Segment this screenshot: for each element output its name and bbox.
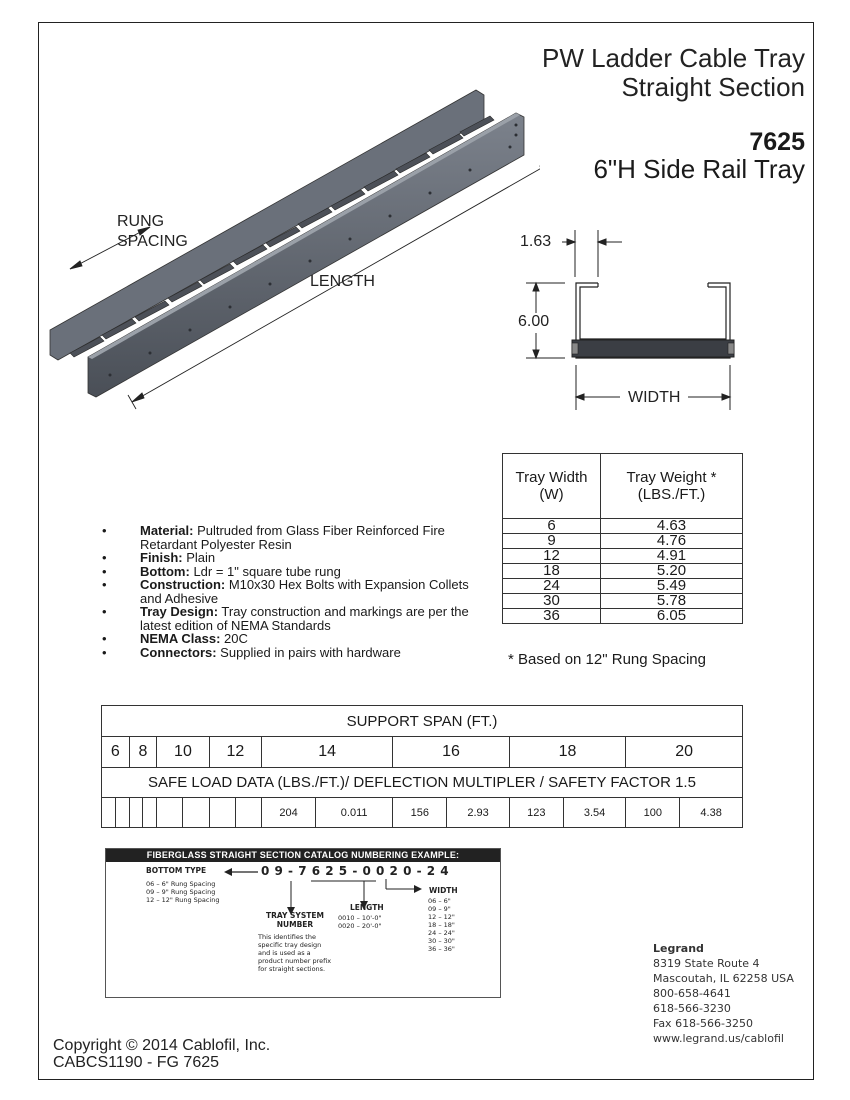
- part-number: 7625: [749, 128, 805, 156]
- spec-text: Pultruded from Glass Fiber Reinforced Fire Retardant Polyester Resin: [140, 523, 445, 552]
- span-cell: 8: [129, 737, 157, 768]
- widths: [428, 897, 455, 953]
- catalog-banner: FIBERGLASS STRAIGHT SECTION CATALOG NUMBERING EXAMPLE:: [106, 849, 500, 862]
- width-cell: 12: [503, 549, 601, 564]
- footer: [53, 1037, 270, 1071]
- company-name: Legrand: [653, 942, 704, 955]
- page-title: [542, 44, 805, 102]
- company-address: [653, 941, 794, 1046]
- spec-text: 20C: [220, 631, 248, 646]
- bottom-type-item: 06 – 6" Rung Spacing: [146, 880, 216, 888]
- span-cell: 20: [626, 737, 743, 768]
- span-cell: 10: [157, 737, 209, 768]
- list-item: [102, 524, 482, 551]
- tray-system-head-line-2: NUMBER: [276, 920, 314, 929]
- length-item: 0020 – 20'-0": [338, 922, 382, 930]
- arrow-left-icon: [224, 867, 258, 877]
- title-line-2: Straight Section: [621, 72, 805, 102]
- length-label: LENGTH: [310, 273, 375, 290]
- width-cell: 36: [503, 609, 601, 624]
- front-rail: [88, 113, 524, 397]
- load-values-row: [102, 798, 743, 828]
- flange-dimension: 1.63: [520, 233, 552, 250]
- width-header-line-1: Tray Width: [515, 469, 588, 486]
- table-row: [503, 579, 743, 594]
- width-item: 24 – 24": [428, 929, 455, 937]
- load-cell: [157, 798, 183, 828]
- width-item: 30 – 30": [428, 937, 455, 945]
- width-cell: 30: [503, 594, 601, 609]
- list-item: [102, 551, 482, 565]
- spec-label: Tray Design:: [140, 604, 219, 619]
- spec-text: Tray construction and markings are per the latest edition of NEMA Standards: [140, 604, 469, 633]
- width-item: 18 – 18": [428, 921, 455, 929]
- list-item: [102, 646, 482, 660]
- spec-label: Construction:: [140, 577, 226, 592]
- width-item: 36 – 36": [428, 945, 455, 953]
- span-row: [102, 737, 743, 768]
- rung-section: [572, 340, 734, 357]
- load-cell: [143, 798, 157, 828]
- load-cell: [183, 798, 209, 828]
- bottom-type-head: BOTTOM TYPE: [146, 866, 207, 875]
- span-cell: 12: [209, 737, 261, 768]
- width-column-header: [503, 454, 601, 519]
- bottom-types: [146, 880, 220, 904]
- load-cell: 123: [509, 798, 563, 828]
- desc-line: specific tray design: [258, 941, 322, 949]
- rung-label-line-2: SPACING: [117, 233, 188, 250]
- width-cell: 6: [503, 519, 601, 534]
- desc-line: product number prefix: [258, 957, 332, 965]
- width-label: WIDTH: [628, 389, 681, 406]
- phone: 618-566-3230: [653, 1002, 731, 1015]
- width-header-line-2: (W): [539, 486, 564, 503]
- height-dimension: 6.00: [518, 313, 550, 330]
- width-item: 09 – 9": [428, 905, 451, 913]
- weight-cell: 5.20: [601, 564, 743, 579]
- spec-text: Plain: [182, 550, 216, 565]
- length-head: LENGTH: [350, 903, 384, 912]
- spec-text: Ldr = 1" square tube rung: [189, 563, 341, 579]
- list-item: [102, 605, 482, 632]
- spec-label: NEMA Class:: [140, 631, 221, 646]
- spec-list: [102, 524, 482, 659]
- load-cell: 156: [393, 798, 447, 828]
- table-row: [503, 564, 743, 579]
- weight-note: * Based on 12" Rung Spacing: [508, 651, 706, 668]
- load-cell: [115, 798, 129, 828]
- table-row: [503, 534, 743, 549]
- weight-cell: 4.91: [601, 549, 743, 564]
- table-row: [503, 549, 743, 564]
- weight-cell: 4.63: [601, 519, 743, 534]
- desc-line: This identifies the: [258, 933, 316, 941]
- copyright: Copyright © 2014 Cablofil, Inc.: [53, 1037, 271, 1054]
- bottom-type-item: 09 – 9" Rung Spacing: [146, 888, 216, 896]
- weight-table: [502, 453, 743, 624]
- load-table: [101, 705, 743, 828]
- load-cell: [209, 798, 235, 828]
- lengths: [338, 914, 381, 930]
- desc-line: for straight sections.: [258, 965, 326, 973]
- ladder-tray-drawing: [40, 85, 540, 415]
- rung-spacing-label: [117, 212, 188, 252]
- load-cell: 4.38: [680, 798, 743, 828]
- width-item: 12 – 12": [428, 913, 455, 921]
- phone: 800-658-4641: [653, 987, 731, 1000]
- table-row: [503, 609, 743, 624]
- weight-cell: 5.49: [601, 579, 743, 594]
- span-cell: 14: [262, 737, 393, 768]
- catalog-numbering-box: [105, 848, 501, 998]
- width-cell: 18: [503, 564, 601, 579]
- tray-system-head-line-1: TRAY SYSTEM: [266, 911, 324, 920]
- length-item: 0010 – 10'-0": [338, 914, 382, 922]
- spec-label: Finish:: [140, 550, 183, 565]
- load-cell: 0.011: [316, 798, 393, 828]
- tray-system-desc: [258, 933, 331, 973]
- weight-header-line-2: (LBS./FT.): [637, 486, 706, 503]
- load-cell: 2.93: [447, 798, 510, 828]
- rung-label-line-1: RUNG: [117, 213, 165, 230]
- weight-cell: 4.76: [601, 534, 743, 549]
- desc-line: and is used as a: [258, 949, 311, 957]
- address-line: Mascoutah, IL 62258 USA: [653, 972, 794, 985]
- table-row: [503, 519, 743, 534]
- width-head: WIDTH: [429, 886, 458, 895]
- website: www.legrand.us/cablofil: [653, 1032, 784, 1045]
- span-header: SUPPORT SPAN (FT.): [102, 706, 743, 737]
- spec-text: Supplied in pairs with hardware: [216, 644, 401, 660]
- weight-table-header: [503, 454, 743, 519]
- span-cell: 18: [509, 737, 626, 768]
- width-item: 06 – 6": [428, 897, 451, 905]
- spec-label: Material:: [140, 523, 194, 538]
- bottom-type-item: 12 – 12" Rung Spacing: [146, 896, 220, 904]
- back-rail: [50, 90, 484, 360]
- load-cell: 100: [626, 798, 680, 828]
- weight-header-line-1: Tray Weight *: [626, 469, 717, 486]
- weight-cell: 6.05: [601, 609, 743, 624]
- example-number: 0 9 - 7 6 2 5 - 0 0 2 0 - 2 4: [261, 864, 450, 878]
- width-cell: 9: [503, 534, 601, 549]
- load-cell: 3.54: [563, 798, 626, 828]
- load-cell: [235, 798, 261, 828]
- span-cell: 6: [102, 737, 130, 768]
- spec-label: Bottom:: [140, 563, 190, 579]
- subtitle: 6"H Side Rail Tray: [593, 154, 805, 184]
- span-cell: 16: [393, 737, 510, 768]
- load-header: SAFE LOAD DATA (LBS./FT.)/ DEFLECTION MULTIPLER / SAFETY FACTOR 1.5: [102, 768, 743, 798]
- weight-cell: 5.78: [601, 594, 743, 609]
- list-item: [102, 565, 482, 579]
- doc-code: CABCS1190 - FG 7625: [53, 1054, 220, 1071]
- list-item: [102, 632, 482, 646]
- weight-column-header: [601, 454, 743, 519]
- load-cell: 204: [262, 798, 316, 828]
- fax: Fax 618-566-3250: [653, 1017, 753, 1030]
- table-row: [503, 594, 743, 609]
- spec-label: Connectors:: [140, 644, 217, 660]
- load-cell: [129, 798, 143, 828]
- tray-system-head: [266, 911, 324, 929]
- spec-text: M10x30 Hex Bolts with Expansion Collets and Adhesive: [140, 577, 469, 606]
- list-item: [102, 578, 482, 605]
- width-cell: 24: [503, 579, 601, 594]
- load-cell: [102, 798, 116, 828]
- title-line-1: PW Ladder Cable Tray: [541, 43, 805, 73]
- address-line: 8319 State Route 4: [653, 957, 760, 970]
